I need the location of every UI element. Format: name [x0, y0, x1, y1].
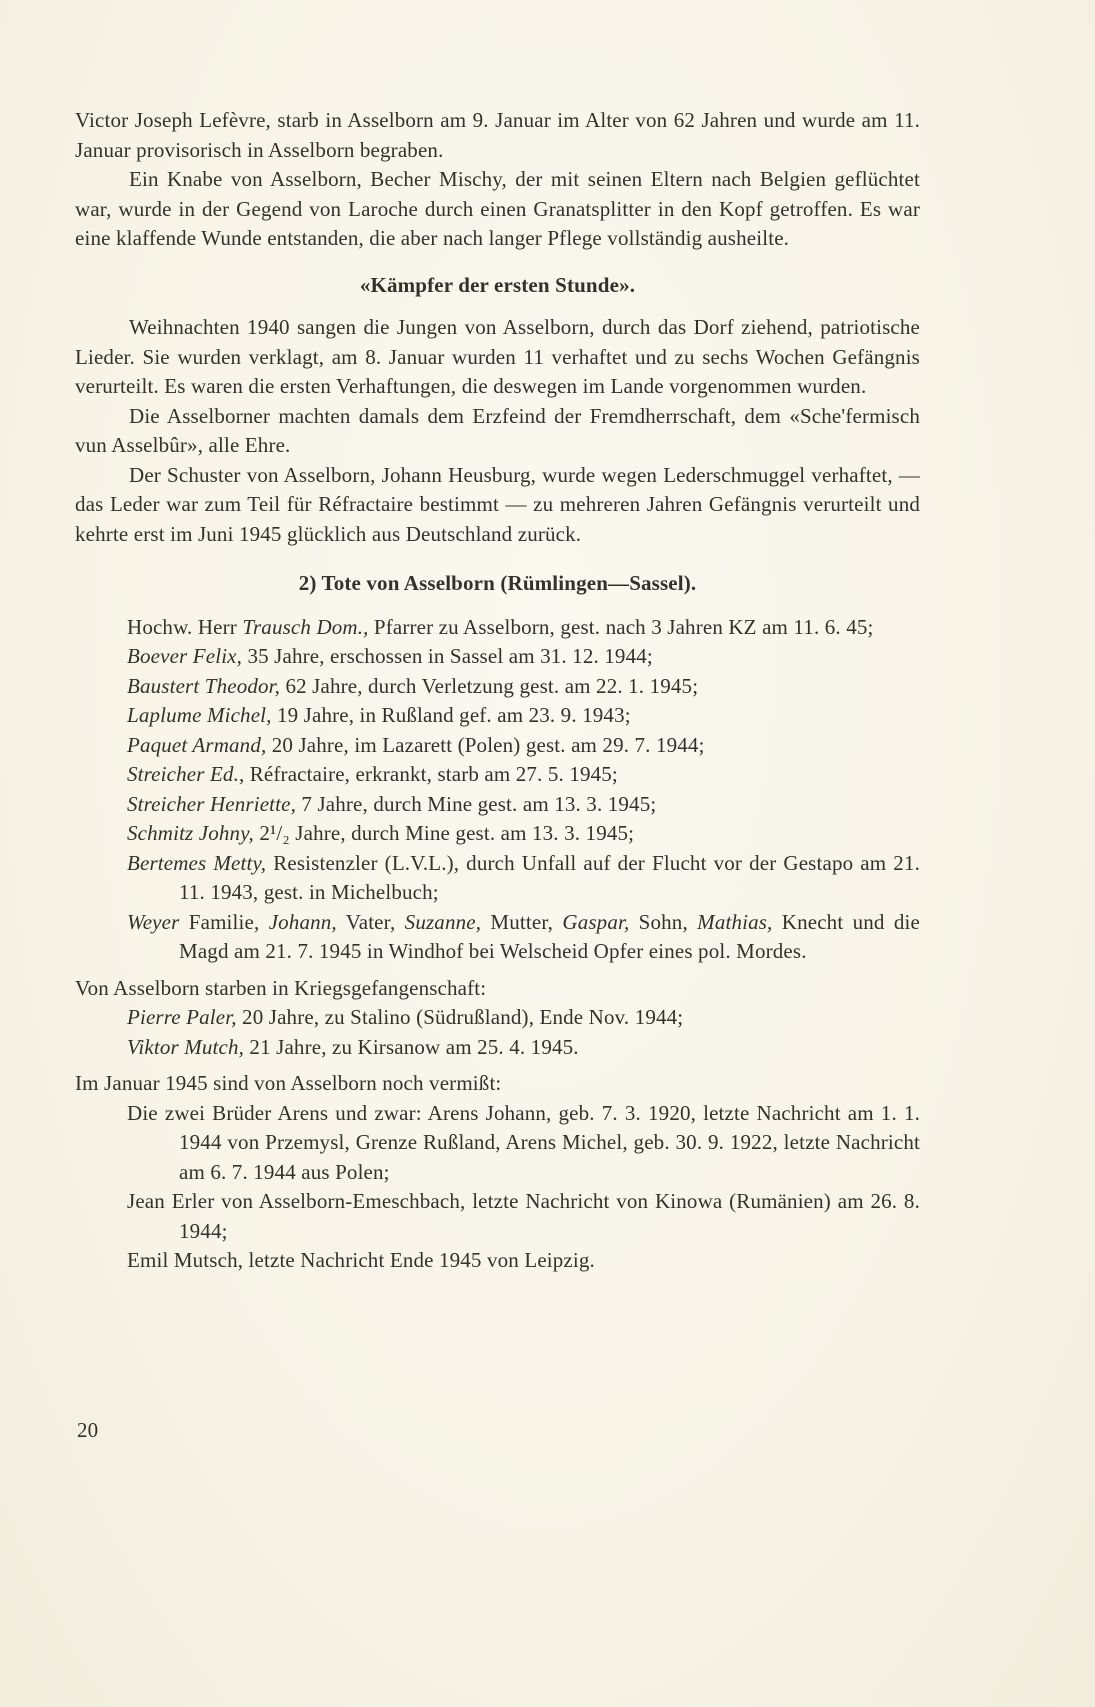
- text-segment: Mutter,: [481, 909, 563, 934]
- person-name-italic: Suzanne,: [404, 909, 482, 934]
- text-segment: Pfarrer zu Asselborn, gest. nach 3 Jahren KZ am 11. 6. 45;: [368, 614, 874, 639]
- person-name-italic: Trausch Dom.,: [242, 614, 369, 639]
- death-entry-bertemes: [75, 849, 920, 908]
- person-name-italic: Baustert Theodor,: [127, 673, 281, 698]
- pow-section-intro: Von Asselborn starben in Kriegsgefangenschaft:: [75, 975, 487, 1000]
- death-entry-paquet: [75, 731, 920, 761]
- text-segment: 19 Jahre, in Rußland gef. am 23. 9. 1943;: [271, 703, 631, 727]
- death-entry-boever: [75, 642, 920, 672]
- pow-entry-mutch: [75, 1033, 920, 1063]
- person-name-italic: Boever Felix,: [127, 644, 243, 668]
- text-segment: Resistenzler (L.V.L.), durch Unfall auf der Flucht vor der Gestapo am 21. 11. 1943, gest. in Michelbuch;: [179, 850, 920, 904]
- text-segment: Réfractaire, erkrankt, starb am 27. 5. 1945;: [244, 762, 618, 786]
- person-name-italic: Streicher Henriette,: [127, 791, 297, 816]
- text-segment: 62 Jahre, durch Verletzung gest. am 22. 1. 1945;: [280, 673, 699, 698]
- person-name-italic: Laplume Michel,: [127, 703, 272, 727]
- death-entry-streicher-ed: [75, 760, 920, 790]
- death-entry-baustert: [75, 672, 920, 702]
- page-content: [75, 106, 920, 1276]
- text-segment: Hochw. Herr: [127, 614, 243, 639]
- paragraph-schuster-heusburg: Der Schuster von Asselborn, Johann Heusburg, wurde wegen Lederschmuggel verhaftet, — das Leder war zum Teil für Réfractaire bestimmt — zu mehreren Jahren Gefängnis verurteilt und kehrte erst im Juni 1945 glücklich aus Deutschland zurück.: [75, 462, 920, 546]
- death-entry-schmitz: [75, 819, 920, 849]
- missing-section-intro: Im Januar 1945 sind von Asselborn noch vermißt:: [75, 1071, 502, 1095]
- person-name-italic: Gaspar,: [562, 909, 630, 934]
- paragraph-lefevre: Victor Joseph Lefèvre, starb in Asselborn am 9. Januar im Alter von 62 Jahren und wurde am 11. Januar provisorisch in Asselborn begraben.: [75, 108, 920, 162]
- person-name-italic: Schmitz Johny,: [127, 821, 254, 845]
- text-segment: Knecht und die Magd am 21. 7. 1945 in Windhof bei Welscheid Opfer eines pol. Mordes.: [179, 909, 920, 963]
- person-name-italic: Streicher Ed.,: [127, 762, 245, 786]
- text-segment: 20 Jahre, im Lazarett (Polen) gest. am 29. 7. 1944;: [266, 732, 705, 757]
- text-segment: Emil Mutsch, letzte Nachricht Ende 1945 von Leipzig.: [127, 1248, 595, 1272]
- text-segment: Sohn,: [629, 909, 698, 934]
- death-entry-weyer-familie: [75, 908, 920, 967]
- text-segment: 20 Jahre, zu Stalino (Südrußland), Ende Nov. 1944;: [236, 1005, 684, 1029]
- person-name-italic: Bertemes Metty,: [127, 850, 267, 875]
- death-entry-trausch: [75, 613, 920, 643]
- text-segment: 7 Jahre, durch Mine gest. am 13. 3. 1945;: [296, 791, 657, 816]
- pow-list: [75, 1003, 920, 1062]
- page-number: 20: [77, 1418, 99, 1442]
- person-name-italic: Pierre Paler,: [127, 1005, 237, 1029]
- person-name-italic: Mathias,: [697, 909, 773, 934]
- text-segment: 21 Jahre, zu Kirsanow am 25. 4. 1945.: [244, 1034, 579, 1059]
- section-heading-tote-von-asselborn: 2) Tote von Asselborn (Rümlingen—Sassel).: [298, 571, 697, 595]
- pow-entry-paler: [75, 1003, 920, 1033]
- missing-entry-arens: [75, 1099, 920, 1188]
- death-entry-laplume: [75, 701, 920, 731]
- person-name-italic: Viktor Mutch,: [127, 1034, 245, 1059]
- text-segment: Jean Erler von Asselborn-Emeschbach, letzte Nachricht von Kinowa (Rumänien) am 26. 8. 1944;: [127, 1189, 920, 1243]
- section-heading-kaempfer: «Kämpfer der ersten Stunde».: [359, 272, 636, 297]
- person-name-italic: Paquet Armand,: [127, 732, 267, 757]
- text-segment: 35 Jahre, erschossen in Sassel am 31. 12. 1944;: [242, 644, 653, 668]
- text-segment: 2¹/₂ Jahre, durch Mine gest. am 13. 3. 1945;: [253, 821, 635, 845]
- missing-entry-erler: [75, 1187, 920, 1246]
- missing-list: [75, 1099, 920, 1276]
- death-entry-streicher-henriette: [75, 790, 920, 820]
- missing-entry-mutsch: [75, 1246, 920, 1276]
- text-segment: Familie,: [179, 909, 269, 934]
- text-segment: Vater,: [336, 909, 405, 934]
- person-name-italic: Weyer: [127, 909, 180, 934]
- death-list: [75, 613, 920, 967]
- paragraph-asselborner-erzfeind: Die Asselborner machten damals dem Erzfeind der Fremdherrschaft, dem «Sche'fermisch vun Asselbûr», alle Ehre.: [75, 403, 920, 457]
- text-segment: Die zwei Brüder Arens und zwar: Arens Johann, geb. 7. 3. 1920, letzte Nachricht am 1. 1. 1944 von Przemysl, Grenze Rußland, Arens Michel, geb. 30. 9. 1922, letzte Nachricht am 6. 7. 1944 aus Polen;: [127, 1100, 920, 1184]
- paragraph-weihnachten-1940: Weihnachten 1940 sangen die Jungen von Asselborn, durch das Dorf ziehend, patriotische Lieder. Sie wurden verklagt, am 8. Januar wurden 11 verhaftet und zu sechs Wochen Gefängnis verurteilt. Es waren die ersten Verhaftungen, die deswegen im Lande vorgenommen wurden.: [75, 315, 920, 398]
- paragraph-becher-mischy: Ein Knabe von Asselborn, Becher Mischy, der mit seinen Eltern nach Belgien geflüchtet war, wurde in der Gegend von Laroche durch einen Granatsplitter in den Kopf getroffen. Es war eine klaffende Wunde entstanden, die aber nach langer Pflege vollständig ausheilte.: [75, 167, 920, 250]
- person-name-italic: Johann,: [268, 909, 337, 934]
